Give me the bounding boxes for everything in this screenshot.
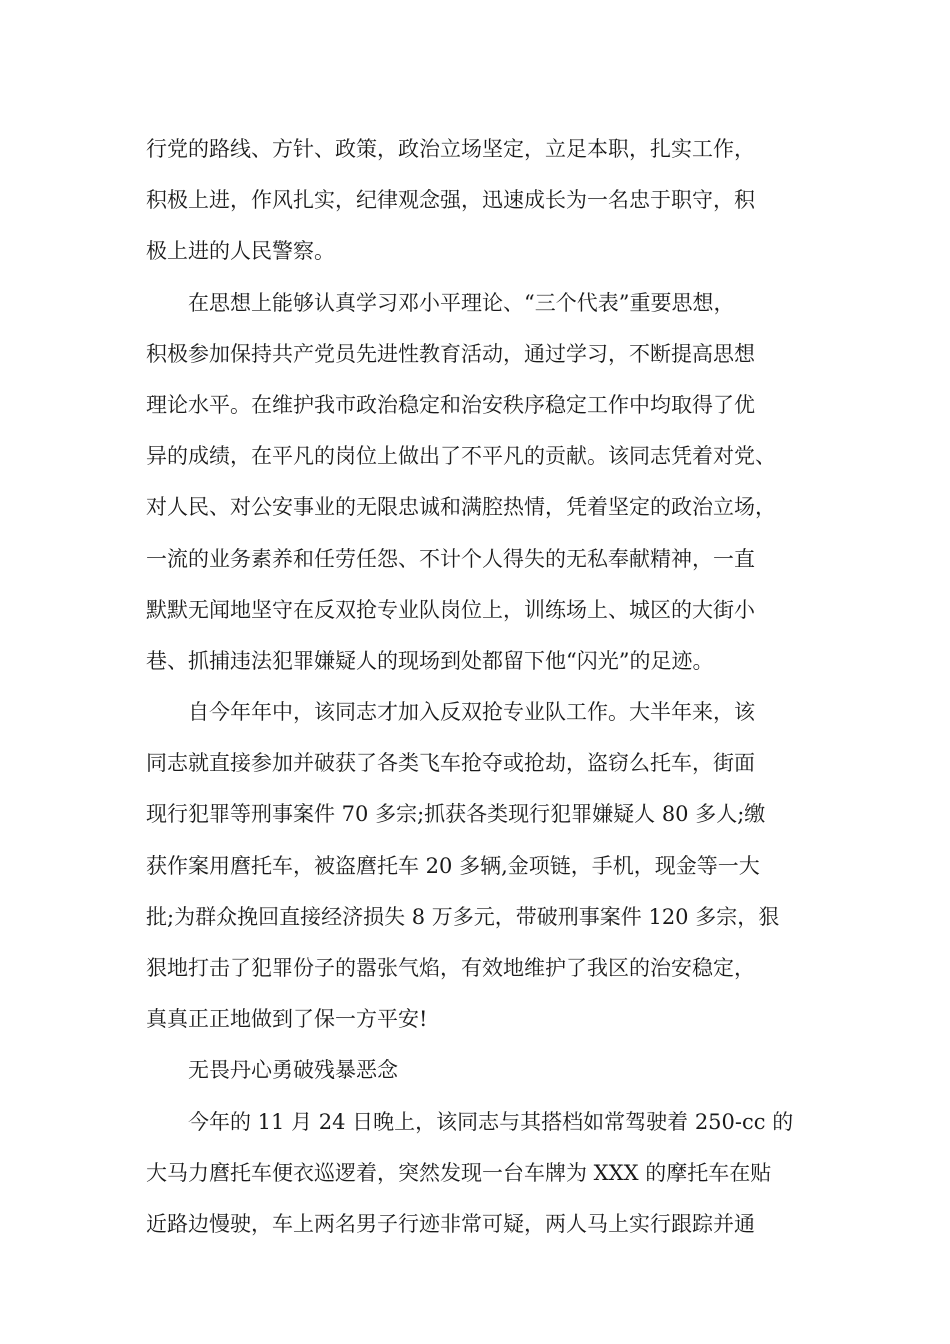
document-body <box>146 124 826 1250</box>
text-line: 近路边慢驶，车上两名男子行迹非常可疑，两人马上实行跟踪并通 <box>146 1211 755 1236</box>
text-line: 极上进的人民警察。 <box>146 239 335 264</box>
text-line: 积极参加保持共产党员先进性教育活动，通过学习，不断提高思想 <box>146 341 755 366</box>
paragraph-first-line: 无畏丹心勇破残暴恶念 <box>188 1058 398 1083</box>
text-line: 积极上进，作风扎实，纪律观念强，迅速成长为一名忠于职守，积 <box>146 188 755 213</box>
text-line: 大马力麿托车便衣巡逻着，突然发现一台车牌为 XXX 的摩托车在贴 <box>146 1160 772 1185</box>
text-line: 理论水平。在维护我市政治稳定和治安秩序稳定工作中均取得了优 <box>146 392 755 417</box>
text-line: 异的成绩，在平凡的岗位上做出了不平凡的贡献。该同志凭着对党、 <box>146 444 776 469</box>
text-line: 现行犯罪等刑事案件 70 多宗;抓获各类现行犯罪嫌疑人 80 多人;缴 <box>146 802 766 827</box>
text-line: 行党的路线、方针、政策，政治立场坚定，立足本职，扎实工作， <box>146 137 755 161</box>
text-line: 一流的业务素养和任劳任怨、不计个人得失的无私奉献精神，一直 <box>146 546 755 571</box>
text-line: 狠地打击了犯罪份子的嚣张气焰，有效地维护了我区的治安稳定， <box>146 956 755 980</box>
paragraph-first-line: 今年的 11 月 24 日晚上，该同志与其搭档如常驾驶着 250-cc 的 <box>188 1109 794 1134</box>
text-line: 获作案用麿托车，被盗麿托车 20 多辆,金项链，手机，现金等一大 <box>146 853 760 878</box>
text-line: 真真正正地做到了保一方平安! <box>146 1007 428 1032</box>
text-line: 同志就直接参加并破获了各类飞车抢夺或抢劫，盗窃么托车，街面 <box>146 751 755 776</box>
paragraph-first-line: 在思想上能够认真学习邓小平理论、“三个代表”重要思想， <box>188 290 735 315</box>
text-line: 对人民、对公安事业的无限忠诚和满腔热情，凭着坚定的政治立场， <box>146 495 776 520</box>
paragraph-first-line: 自今年年中，该同志才加入反双抢专业队工作。大半年来，该 <box>188 700 755 725</box>
text-line: 巷、抓捕违法犯罪嫌疑人的现场到处都留下他“闪光”的足迹。 <box>146 648 714 673</box>
text-line: 批;为群众挽回直接经济损失 8 万多元，带破刑事案件 120 多宗，狠 <box>146 904 780 929</box>
text-line: 默默无闻地坚守在反双抢专业队岗位上，训练场上、城区的大街小 <box>146 597 755 622</box>
